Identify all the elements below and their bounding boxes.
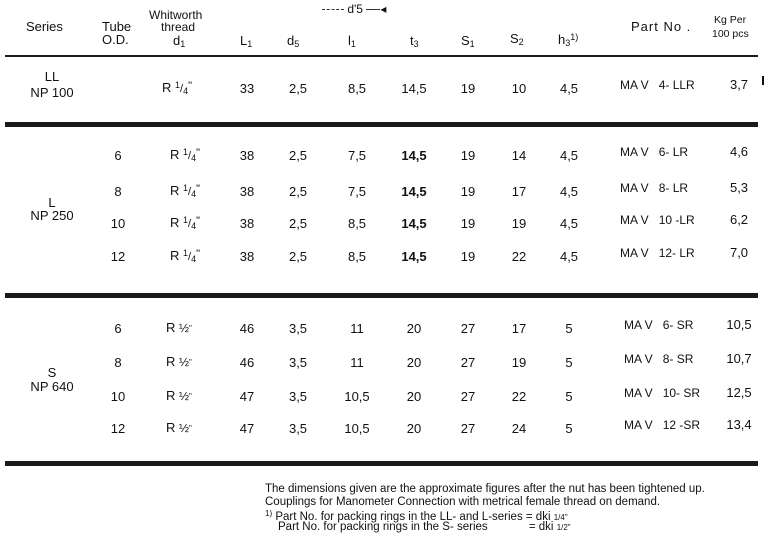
cell-part-no (620, 79, 695, 91)
cell-thread (170, 184, 200, 199)
thread-quote: " (189, 424, 192, 433)
series-name: LL (44, 69, 60, 84)
thread-r: R (166, 354, 176, 369)
series-pressure: NP 640 (30, 379, 74, 394)
cell-t3: 14,5 (401, 216, 427, 231)
cell-l1: 11 (350, 355, 364, 370)
thread-r: R (162, 80, 172, 95)
note-4-size: 1/2" (556, 523, 571, 532)
note-4-eq: = dki (528, 521, 554, 533)
thread-quote: " (196, 183, 201, 195)
cell-thread (170, 216, 200, 231)
cell-S2: 24 (511, 421, 527, 436)
header-d5-sub: 5 (294, 39, 300, 49)
cell-part-no (624, 387, 700, 399)
cell-od: 10 (110, 216, 126, 231)
cell-d5: 2,5 (288, 148, 308, 163)
cell-kg: 5,3 (729, 180, 749, 195)
part-code: 10- SR (662, 386, 701, 400)
thread-r: R (166, 320, 176, 335)
header-kg-1: Kg Per (714, 14, 747, 26)
part-code: 10 -LR (658, 213, 695, 227)
cell-od: 8 (114, 355, 122, 370)
thread-numerator: 1 (183, 147, 189, 157)
cell-l1: 10,5 (344, 389, 370, 404)
note-4 (278, 522, 571, 534)
cell-S2: 22 (511, 389, 527, 404)
cell-part-no (620, 247, 695, 259)
cell-kg: 13,4 (726, 417, 752, 432)
header-kg-2: 100 pcs (712, 28, 749, 40)
cell-thread (170, 249, 200, 264)
cell-l1: 8,5 (347, 81, 367, 96)
series-name: L (48, 195, 56, 210)
header-t3-sub: 3 (413, 39, 419, 49)
thread-slash: / (188, 251, 192, 263)
part-prefix: MA V (620, 181, 649, 195)
cell-thread (166, 421, 192, 434)
cell-thread (166, 355, 192, 368)
cell-kg: 12,5 (726, 385, 752, 400)
cell-thread (162, 81, 192, 96)
part-code: 12- LR (658, 246, 695, 260)
cell-d5: 3,5 (288, 321, 308, 336)
thread-slash: / (188, 218, 192, 230)
cell-thread (170, 148, 200, 163)
cell-h3: 4,5 (559, 184, 579, 199)
cell-S1: 19 (460, 249, 476, 264)
cell-od: 6 (114, 148, 122, 163)
part-code: 12 -SR (662, 418, 701, 432)
header-l1-text: l (348, 33, 351, 48)
part-code: 6- LR (658, 145, 689, 159)
header-series: Series (26, 19, 63, 34)
cell-part-no (624, 353, 693, 365)
note-3-size: 1/4" (553, 513, 568, 522)
part-prefix: MA V (620, 213, 649, 227)
cell-S2: 19 (511, 216, 527, 231)
header-L1-text: L (240, 33, 248, 48)
cell-h3: 4,5 (559, 249, 579, 264)
cell-L1: 38 (239, 184, 255, 199)
cell-S1: 27 (460, 321, 476, 336)
thread-denominator: 4 (191, 221, 197, 231)
cell-h3: 4,5 (559, 216, 579, 231)
cell-kg: 10,5 (726, 317, 752, 332)
cell-S1: 27 (460, 389, 476, 404)
header-t3 (410, 34, 419, 49)
cell-t3: 20 (406, 389, 422, 404)
cell-part-no (620, 214, 695, 226)
thread-quote: " (189, 392, 192, 401)
cell-part-no (620, 182, 688, 194)
note-4-text: Part No. for packing rings in the S- series (278, 521, 488, 533)
cell-od: 8 (114, 184, 122, 199)
part-prefix: MA V (624, 386, 653, 400)
cell-S2: 17 (511, 184, 527, 199)
thread-fraction: ½ (179, 421, 190, 435)
header-S2 (510, 32, 524, 47)
header-S1 (461, 34, 475, 49)
header-L1-sub: 1 (247, 39, 253, 49)
part-code: 4- LLR (658, 78, 695, 92)
part-prefix: MA V (624, 318, 653, 332)
thread-quote: " (196, 147, 201, 159)
cell-d5: 2,5 (288, 249, 308, 264)
thread-quote: " (196, 248, 201, 260)
cell-L1: 47 (239, 389, 255, 404)
thread-fraction: ½ (179, 321, 190, 335)
cell-thread (166, 389, 192, 402)
cell-L1: 46 (239, 321, 255, 336)
thread-quote: " (189, 358, 192, 367)
thread-denominator: 4 (183, 86, 189, 96)
cell-od: 10 (110, 389, 126, 404)
cell-t3: 14,5 (401, 249, 427, 264)
cell-l1: 7,5 (347, 148, 367, 163)
series-name: S (47, 365, 57, 380)
cell-S2: 14 (511, 148, 527, 163)
header-thread-3 (173, 34, 185, 49)
thread-quote: " (188, 80, 193, 92)
header-S2-text: S (510, 31, 519, 46)
part-prefix: MA V (620, 246, 649, 260)
header-d5-text: d (287, 33, 295, 48)
thread-quote: " (189, 324, 192, 333)
rule-after-s (5, 461, 758, 466)
header-h3-text: h (558, 32, 566, 47)
header-L1 (240, 34, 252, 49)
cell-od: 6 (114, 321, 122, 336)
thread-r: R (170, 215, 180, 230)
thread-denominator: 4 (191, 153, 197, 163)
header-h3-sup: 1) (570, 32, 579, 42)
thread-r: R (166, 388, 176, 403)
cell-l1: 7,5 (347, 184, 367, 199)
cell-od: 12 (110, 421, 126, 436)
cell-l1: 10,5 (344, 421, 370, 436)
header-thread-d: d (173, 33, 181, 48)
cell-l1: 8,5 (347, 216, 367, 231)
cell-thread (166, 321, 192, 334)
thread-denominator: 4 (191, 189, 197, 199)
thread-numerator: 1 (175, 80, 181, 90)
cell-d5: 2,5 (288, 184, 308, 199)
header-thread-sub: 1 (180, 39, 186, 49)
cell-S1: 19 (460, 184, 476, 199)
cell-t3: 14,5 (401, 148, 427, 163)
cell-h3: 4,5 (559, 148, 579, 163)
header-S2-sub: 2 (518, 37, 524, 47)
cell-t3: 20 (406, 355, 422, 370)
note-1: The dimensions given are the approximate figures after the nut has been tightened up. (265, 483, 705, 495)
cell-d5: 2,5 (288, 216, 308, 231)
cell-d5: 2,5 (288, 81, 308, 96)
thread-slash: / (188, 186, 192, 198)
cell-part-no (620, 146, 688, 158)
cell-part-no (624, 319, 693, 331)
cell-d5: 3,5 (288, 389, 308, 404)
edge-marker (762, 76, 764, 85)
note-3-text: Part No. for packing rings in the LL- and L-series = dki (275, 511, 551, 523)
thread-r: R (170, 147, 180, 162)
cell-part-no (624, 419, 700, 431)
thread-slash: / (188, 150, 192, 162)
thread-numerator: 1 (183, 215, 189, 225)
cell-t3: 20 (406, 321, 422, 336)
cell-L1: 46 (239, 355, 255, 370)
thread-r: R (170, 183, 180, 198)
dimension-label: d'5 ◂ (322, 3, 386, 15)
cell-S1: 27 (460, 421, 476, 436)
header-l1 (348, 34, 356, 49)
cell-d5: 3,5 (288, 355, 308, 370)
cell-kg: 10,7 (726, 351, 752, 366)
thread-fraction: ½ (179, 355, 190, 369)
cell-L1: 33 (239, 81, 255, 96)
cell-kg: 4,6 (729, 144, 749, 159)
cell-S1: 19 (460, 216, 476, 231)
cell-S2: 19 (511, 355, 527, 370)
cell-kg: 3,7 (729, 77, 749, 92)
cell-S1: 19 (460, 148, 476, 163)
thread-quote: " (196, 215, 201, 227)
header-tube-od-2: O.D. (102, 32, 129, 47)
cell-L1: 38 (239, 249, 255, 264)
thread-numerator: 1 (183, 183, 189, 193)
header-thread-1: Whitworth (149, 8, 203, 22)
cell-h3: 4,5 (559, 81, 579, 96)
rule-after-l (5, 293, 758, 298)
cell-od: 12 (110, 249, 126, 264)
cell-l1: 11 (350, 321, 364, 336)
note-2: Couplings for Manometer Connection with metrical female thread on demand. (265, 496, 661, 508)
cell-S1: 27 (460, 355, 476, 370)
thread-numerator: 1 (183, 248, 189, 258)
note-3-mark: 1) (265, 509, 273, 518)
series-pressure: NP 100 (30, 85, 74, 100)
thread-r: R (166, 420, 176, 435)
cell-t3: 14,5 (401, 184, 427, 199)
header-h3 (558, 33, 578, 48)
part-prefix: MA V (624, 418, 653, 432)
cell-kg: 7,0 (729, 245, 749, 260)
cell-L1: 47 (239, 421, 255, 436)
cell-kg: 6,2 (729, 212, 749, 227)
part-code: 8- LR (658, 181, 689, 195)
header-rule (5, 55, 758, 57)
cell-h3: 5 (565, 321, 573, 336)
thread-fraction: ½ (179, 389, 190, 403)
cell-h3: 5 (565, 389, 573, 404)
thread-slash: / (180, 83, 184, 95)
header-part-no: Part No . (631, 19, 692, 34)
part-prefix: MA V (624, 352, 653, 366)
part-prefix: MA V (620, 145, 649, 159)
cell-L1: 38 (239, 216, 255, 231)
header-thread-2: thread (161, 20, 196, 34)
cell-l1: 8,5 (347, 249, 367, 264)
cell-h3: 5 (565, 421, 573, 436)
cell-L1: 38 (239, 148, 255, 163)
cell-t3: 20 (406, 421, 422, 436)
dimension-label-text: d'5 (347, 2, 363, 16)
thread-denominator: 4 (191, 254, 197, 264)
header-d5 (287, 34, 299, 49)
part-prefix: MA V (620, 78, 649, 92)
cell-d5: 3,5 (288, 421, 308, 436)
header-l1-sub: 1 (350, 39, 356, 49)
cell-h3: 5 (565, 355, 573, 370)
header-t3-text: t (410, 33, 414, 48)
header-S1-sub: 1 (469, 39, 475, 49)
cell-S2: 10 (511, 81, 527, 96)
header-S1-text: S (461, 33, 470, 48)
cell-S2: 22 (511, 249, 527, 264)
cell-t3: 14,5 (401, 81, 427, 96)
header-h3-sub: 3 (565, 38, 571, 48)
part-code: 6- SR (662, 318, 694, 332)
series-pressure: NP 250 (30, 208, 74, 223)
header-tube-od-1: Tube (102, 19, 132, 34)
cell-S1: 19 (460, 81, 476, 96)
cell-S2: 17 (511, 321, 527, 336)
thread-r: R (170, 248, 180, 263)
rule-after-ll (5, 122, 758, 127)
part-code: 8- SR (662, 352, 694, 366)
